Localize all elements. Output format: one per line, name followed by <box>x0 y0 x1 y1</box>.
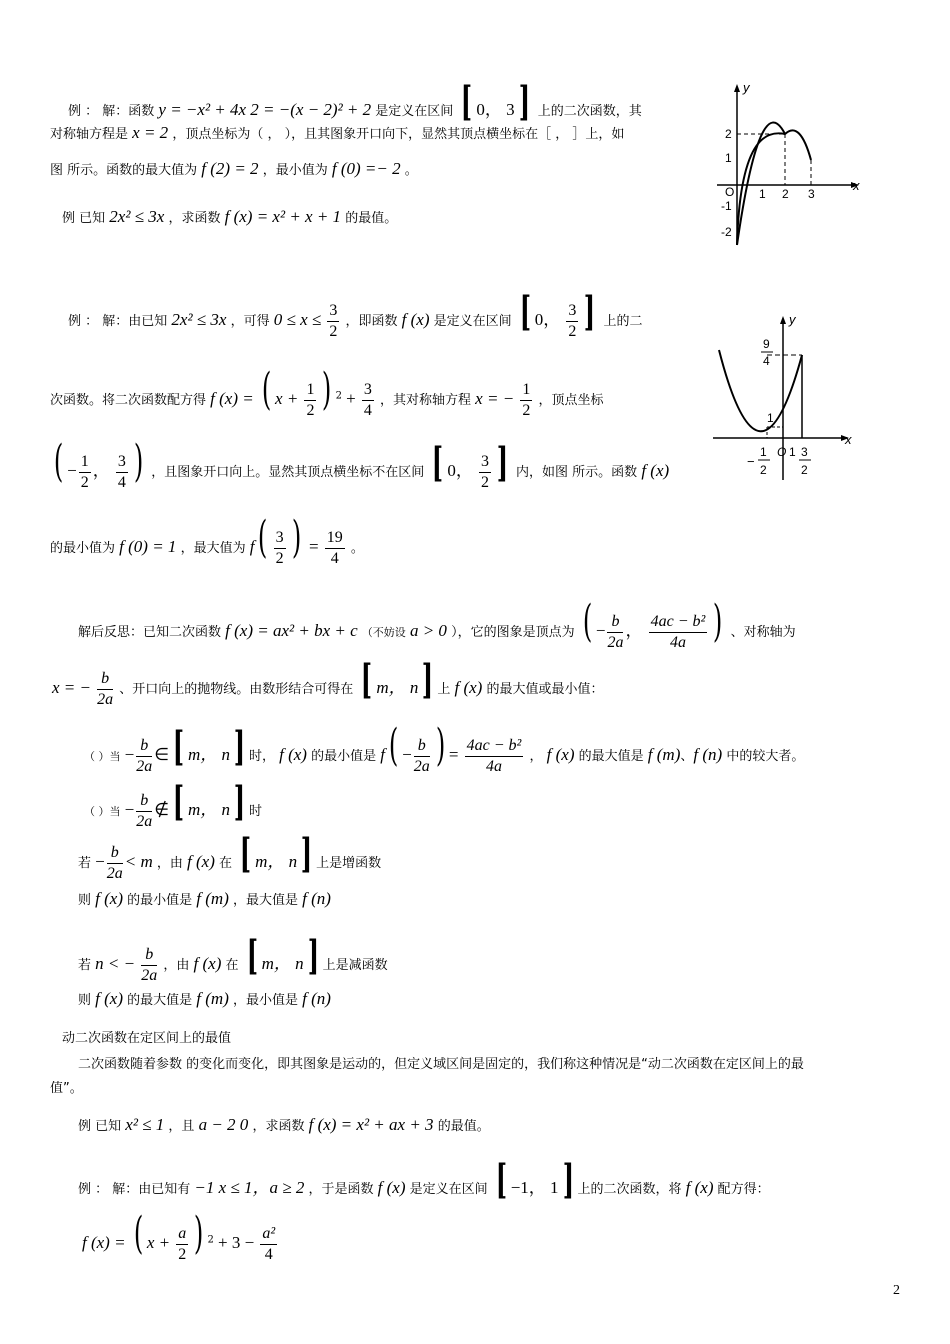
formula: f (x) <box>641 461 670 480</box>
graph2-tick-94-den: 4 <box>763 354 770 368</box>
graph-1 <box>715 80 865 255</box>
fraction <box>304 380 316 421</box>
graph1-x-label: x <box>853 178 860 193</box>
fraction <box>327 301 339 342</box>
paren-left: ( <box>261 364 272 415</box>
den: 2a <box>413 758 430 775</box>
text: ，由 <box>163 958 190 973</box>
text: 图 所示。函数的最大值为 <box>50 163 198 178</box>
text: ，顶点坐标为（ ， ），且其图象开口向下，显然其顶点横坐标在［ ， ］上，如 <box>172 127 625 142</box>
text: 例 已知 <box>62 211 106 226</box>
text: 是定义在区间 <box>375 104 454 119</box>
den: 4 <box>264 1246 273 1263</box>
formula: f (x) <box>95 989 123 1008</box>
page-number: 2 <box>893 1283 900 1298</box>
text: 。 <box>404 163 418 178</box>
formula: + 3 − <box>217 1233 255 1252</box>
num: b <box>141 945 157 966</box>
bracket-left: [ <box>519 288 531 335</box>
text: （不妨设 <box>361 626 406 639</box>
formula: f (x) <box>401 310 430 329</box>
formula: 2x² ≤ 3x <box>171 310 227 329</box>
example-1-line-2 <box>50 124 624 141</box>
formula: f (x) = <box>210 389 254 408</box>
formula: x = − <box>475 389 515 408</box>
formula: f (n) <box>693 745 723 764</box>
interval: m， n <box>261 954 304 973</box>
graph2-tick-94-num: 9 <box>763 337 770 351</box>
graph2-y-label: y <box>789 312 796 327</box>
formula: f (x) = ax² + bx + c <box>225 621 358 640</box>
text: 上的二次函数，其 <box>537 104 642 119</box>
graph2-half-den: 2 <box>760 463 767 477</box>
text: 若 <box>78 958 92 973</box>
fraction <box>260 1224 277 1265</box>
graph2-x-label: x <box>845 432 852 447</box>
den: 2 <box>306 402 315 419</box>
formula: f (n) <box>302 989 331 1008</box>
formula: f (x) <box>187 852 215 871</box>
paren-right: ) <box>435 720 446 771</box>
paren-left: ( <box>53 436 64 487</box>
formula: n < − <box>95 954 136 973</box>
text: ），它的图象是顶点为 <box>451 625 575 640</box>
num: 1 <box>79 452 91 473</box>
paren-right: ) <box>194 1208 204 1259</box>
text: 、对称轴为 <box>730 625 796 640</box>
formula: x + <box>275 389 299 408</box>
text: 、 <box>680 749 694 764</box>
den: 2a <box>607 634 624 651</box>
den: 2 <box>480 474 489 491</box>
reflection-line-2 <box>52 656 604 710</box>
text: ，且 <box>168 1119 195 1134</box>
text: ，且图象开口向上。显然其顶点横坐标不在区间 <box>151 465 425 480</box>
graph2-minus: − <box>747 454 755 469</box>
graph2-tick-one: 1 <box>789 445 796 459</box>
reflection-case-2: （ ）当 − $\frac{b}{2a}$ ∉[ m， n] 时 <box>84 778 262 830</box>
interval: m， n <box>376 678 419 697</box>
text: 配方得： <box>717 1182 770 1197</box>
formula: f <box>249 537 255 556</box>
text: ， <box>529 749 543 764</box>
section-paragraph-line-1: 二次函数随着参数 的变化而变化，即其图象是运动的，但定义域区间是固定的，我们称这种情况是“动二次函数在定区间上的最 <box>78 1057 804 1072</box>
formula: f (m) <box>196 889 229 908</box>
paren-left: ( <box>258 512 268 563</box>
formula: + <box>346 389 356 408</box>
text: ，于是函数 <box>308 1182 374 1197</box>
graph1-tick-1: 1 <box>725 151 732 165</box>
fraction <box>79 452 91 493</box>
fraction <box>325 528 345 569</box>
graph2-origin: O <box>777 445 787 459</box>
text: 的最大值或最小值： <box>486 682 604 697</box>
den: 2 <box>329 323 338 340</box>
bracket-left: [ <box>361 656 373 703</box>
text: （ ）当 <box>84 805 121 818</box>
text: 的最小值是 <box>311 749 377 764</box>
text: 的最大值是 <box>127 993 193 1008</box>
text: ，最小值是 <box>233 993 299 1008</box>
den: 2a <box>141 967 158 984</box>
graph2-tick-32-den: 2 <box>801 463 808 477</box>
text: 时， <box>248 749 275 764</box>
interval: m， n <box>187 745 231 764</box>
formula: f (x) = x² + ax + 3 <box>308 1115 434 1134</box>
text: 上的二 <box>603 314 643 329</box>
formula: f (x) = <box>82 1233 126 1252</box>
bracket-left: [ <box>172 723 185 770</box>
formula: f (x) <box>95 889 123 908</box>
text: ，最大值是 <box>233 893 299 908</box>
num: a² <box>260 1224 277 1245</box>
text: ，即函数 <box>345 314 398 329</box>
fraction <box>136 791 152 832</box>
interval: 0， <box>447 461 473 480</box>
text: 的最值。 <box>437 1119 490 1134</box>
fraction <box>649 612 708 653</box>
text: 。 <box>350 541 364 556</box>
text: ，可得 <box>230 314 270 329</box>
fraction <box>414 736 430 777</box>
fraction <box>520 380 532 421</box>
example-2-line-3: ( − $\frac{1}{2}$ ， $\frac{3}{4}$ ) ，且图象开口向上。显然其顶点横坐标不在区间 [ 0， $\frac{3}{2}$ ] 内，如图 所示。函数 f (x) <box>53 436 670 491</box>
example-1-line-3 <box>50 160 418 177</box>
formula: f (x) <box>454 678 483 697</box>
interval: 0， <box>534 310 561 329</box>
example-3-formula: f (x) = ( x + $\frac{a}{2}$ ) $^2$ + 3 − $\frac{\text{a²}}{4}$ <box>82 1208 276 1263</box>
text: 例 ： 解：函数 <box>68 104 155 119</box>
text: ，求函数 <box>252 1119 305 1134</box>
text: 内，如图 所示。函数 <box>516 465 638 480</box>
fraction <box>566 301 578 342</box>
graph1-y-label: y <box>743 80 750 95</box>
text: 是定义在区间 <box>409 1182 488 1197</box>
text: ，最小值为 <box>262 163 328 178</box>
text: 、开口向上的抛物线。由数形结合可得在 <box>119 682 354 697</box>
num: b <box>414 736 430 757</box>
graph1-tick-m2: -2 <box>721 225 732 239</box>
example-3-question <box>78 1116 490 1133</box>
bracket-right: ] <box>584 288 596 335</box>
bracket-right: ] <box>233 723 246 770</box>
text: （ ）当 <box>84 750 121 763</box>
num: b <box>136 791 152 812</box>
formula: f (0) = 1 <box>119 537 177 556</box>
fraction <box>141 945 157 986</box>
text: 上是减函数 <box>322 958 388 973</box>
fraction <box>176 1224 188 1265</box>
num: 3 <box>327 301 339 322</box>
text: 上是增函数 <box>316 856 382 871</box>
fraction <box>465 736 524 777</box>
section-paragraph-line-2: 值”。 <box>50 1081 83 1096</box>
fraction <box>362 380 374 421</box>
den: 4a <box>669 634 686 651</box>
formula: 2x² ≤ 3x <box>109 207 165 226</box>
graph2-tick-32-num: 3 <box>801 445 808 459</box>
text: 在 <box>225 958 239 973</box>
formula: x² ≤ 1 <box>125 1115 165 1134</box>
num: b <box>607 612 623 633</box>
paren-left: ( <box>388 720 399 771</box>
text: 则 <box>78 893 92 908</box>
formula: f (x) <box>377 1178 406 1197</box>
text: ，由 <box>156 856 183 871</box>
bracket-left: [ <box>246 932 258 979</box>
num: 3 <box>116 452 128 473</box>
den: 4 <box>363 402 372 419</box>
formula: f (x) <box>193 954 222 973</box>
fraction <box>107 843 123 884</box>
text: 上的二次函数，将 <box>577 1182 682 1197</box>
text: ，顶点坐标 <box>538 393 604 408</box>
formula: f (x) = x² + x + 1 <box>224 207 342 226</box>
graph1-tick-x2: 2 <box>782 187 789 201</box>
num: 3 <box>566 301 578 322</box>
formula: = <box>308 537 319 556</box>
formula: −1 x ≤ 1，a ≥ 2 <box>194 1178 305 1197</box>
num: b <box>107 843 123 864</box>
text: 解后反思：已知二次函数 <box>78 625 222 640</box>
paren-right: ) <box>291 512 301 563</box>
section-title: 动二次函数在定区间上的最值 <box>62 1031 232 1046</box>
formula: f (0) =− 2 <box>331 159 401 178</box>
formula: x = − <box>52 678 91 697</box>
den: 2 <box>568 323 577 340</box>
interval: m， n <box>187 800 231 819</box>
num: a <box>176 1224 188 1245</box>
formula: f <box>380 745 385 764</box>
formula: a − 2 0 <box>198 1115 249 1134</box>
text: ，最大值为 <box>180 541 246 556</box>
text: 的最小值是 <box>127 893 193 908</box>
den: 2a <box>136 758 153 775</box>
graph1-tick-2: 2 <box>725 127 732 141</box>
reflection-line-1: 解后反思：已知二次函数 f (x) = ax² + bx + c （不妨设 a > 0 ），它的图象是顶点为 ( − $\frac{b}{2a}$ ， $\frac{\text{4ac − b²}}{4a}$ ) 、对称轴为 <box>78 596 796 651</box>
bracket-left: [ <box>432 439 444 486</box>
bracket-right: ] <box>233 778 246 825</box>
graph-2 <box>705 310 865 490</box>
den: 2 <box>522 402 531 419</box>
text: 上 <box>437 682 451 697</box>
reflection-then-2 <box>78 990 331 1007</box>
text: 例 ： 解：由已知有 <box>78 1182 191 1197</box>
num: 4ac − b² <box>649 612 708 633</box>
formula: f (m) <box>647 745 681 764</box>
graph2-half-num: 1 <box>760 445 767 459</box>
fraction <box>136 736 152 777</box>
bracket-right: ] <box>300 830 313 877</box>
den: 4 <box>330 550 339 567</box>
text: 例 已知 <box>78 1119 122 1134</box>
text: 则 <box>78 993 92 1008</box>
reflection-then-1 <box>78 890 331 907</box>
bracket-right: ] <box>307 932 319 979</box>
fraction <box>116 452 128 493</box>
bracket-right: ] <box>518 78 530 125</box>
formula: 0 ≤ x ≤ <box>273 310 322 329</box>
formula: f (n) <box>302 889 331 908</box>
formula: a > 0 <box>409 621 447 640</box>
example-2-line-4 <box>50 512 364 569</box>
fraction <box>274 528 286 569</box>
den: 2a <box>106 865 123 882</box>
text: 时 <box>248 804 262 819</box>
text: 例 ： 解：由已知 <box>68 314 168 329</box>
text: 的最小值为 <box>50 541 116 556</box>
formula: f (m) <box>196 989 229 1008</box>
graph1-origin: O <box>725 185 735 199</box>
bracket-left: [ <box>495 1156 507 1203</box>
den: 4 <box>117 474 126 491</box>
text: ，求函数 <box>168 211 221 226</box>
formula: f (x) <box>279 745 307 764</box>
text: ，其对称轴方程 <box>380 393 472 408</box>
text: 的最大值是 <box>578 749 644 764</box>
graph1-tick-x1: 1 <box>759 187 766 201</box>
reflection-if-2 <box>78 932 388 986</box>
bracket-left: [ <box>461 78 473 125</box>
num: b <box>136 736 152 757</box>
paren-left: ( <box>133 1208 144 1259</box>
interval: m， n <box>255 852 298 871</box>
example-2-line-2: 次函数。将二次函数配方得 f (x) = ( x + $\frac{1}{2}$ ) $^2$ + $\frac{3}{4}$ ，其对称轴方程 x = − $\frac{1}{2}$ ，顶点坐标 <box>50 364 604 419</box>
den: 2 <box>275 550 284 567</box>
den: 4a <box>486 758 502 775</box>
den: 2 <box>80 474 89 491</box>
fraction <box>607 612 623 653</box>
reflection-case-1: （ ）当 − $\frac{b}{2a}$ ∈[ m， n] 时， f (x) 的最小值是 f( − $\frac{b}{2a}$ ) = $\frac{\text{4ac − b²}}{4a}$ ， f (x) 的最大值是 f (m)、f (n) 中的较大者。 <box>84 720 805 775</box>
num: 1 <box>304 380 316 401</box>
example-2-question <box>62 208 397 225</box>
bracket-right: ] <box>562 1156 574 1203</box>
fraction <box>97 669 113 710</box>
formula: x + <box>146 1233 171 1252</box>
interval: 0， 3 <box>476 100 515 119</box>
formula: x = 2 <box>132 123 169 142</box>
bracket-left: [ <box>239 830 252 877</box>
bracket-left: [ <box>172 778 185 825</box>
bracket-right: ] <box>422 656 434 703</box>
paren-right: ) <box>322 364 332 415</box>
paren-right: ) <box>713 596 723 647</box>
text: 的最值。 <box>345 211 398 226</box>
formula: f (x) <box>685 1178 714 1197</box>
text: 中的较大者。 <box>726 749 805 764</box>
graph2-tick-1: 1 <box>767 411 774 425</box>
num: 3 <box>479 452 491 473</box>
den: 2a <box>136 813 153 830</box>
text: 在 <box>219 856 233 871</box>
formula: < m <box>124 852 153 871</box>
num: 4ac − b² <box>465 736 524 757</box>
paren-right: ) <box>133 436 144 487</box>
text: 对称轴方程是 <box>50 127 129 142</box>
formula: y = −x² + 4x 2 = −(x − 2)² + 2 <box>158 100 372 119</box>
graph1-tick-m1: -1 <box>721 199 732 213</box>
fraction <box>479 452 491 493</box>
text: 是定义在区间 <box>433 314 512 329</box>
paren-left: ( <box>582 596 593 647</box>
interval: −1， 1 <box>510 1178 559 1197</box>
graph1-tick-x3: 3 <box>808 187 815 201</box>
formula: f (x) <box>546 745 575 764</box>
num: b <box>97 669 113 690</box>
den: 2 <box>178 1246 187 1263</box>
den: 2a <box>97 691 114 708</box>
bracket-right: ] <box>496 439 509 486</box>
formula: f (2) = 2 <box>201 159 259 178</box>
text: 若 <box>78 856 92 871</box>
example-2-line-1 <box>68 288 643 342</box>
text: 次函数。将二次函数配方得 <box>50 393 207 408</box>
num: 1 <box>520 380 532 401</box>
num: 3 <box>274 528 286 549</box>
reflection-if-1: 若 − $\frac{b}{2a}$ < m ，由 f (x) 在 [ m， n] 上是增函数 <box>78 830 382 882</box>
example-3-solution <box>78 1156 770 1203</box>
example-1-line-1 <box>68 78 642 125</box>
num: 19 <box>325 528 345 549</box>
num: 3 <box>362 380 374 401</box>
